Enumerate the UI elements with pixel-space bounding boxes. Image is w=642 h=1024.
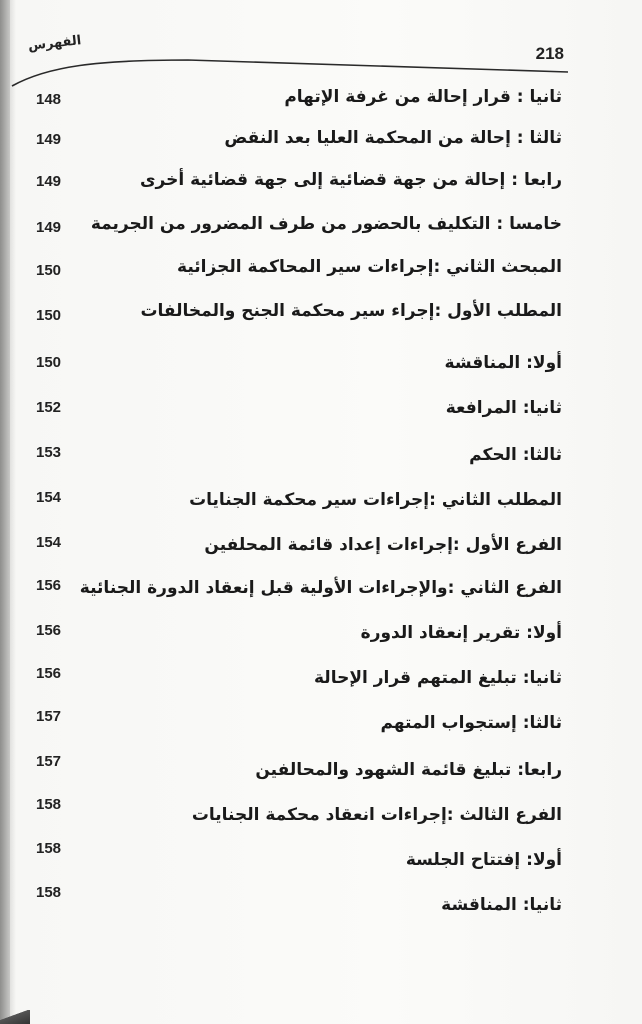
toc-entry-title: رابعا : إحالة من جهة قضائية إلى جهة قضائية أخرى	[139, 170, 562, 190]
toc-entry-page: 157	[36, 753, 62, 770]
toc-entry-page: 152	[36, 399, 62, 416]
toc-entry	[0, 708, 642, 742]
toc-entry-title: رابعا: تبليغ قائمة الشهود والمحالفين	[255, 760, 562, 780]
toc-entry-title: المطلب الأول :إجراء سير محكمة الجنح والمخالفات	[140, 301, 562, 321]
toc-entry	[0, 209, 642, 243]
toc-entry	[0, 393, 642, 427]
toc-entry	[0, 82, 642, 116]
toc-entry-title: المبحث الثاني :إجراءات سير المحاكمة الجزائية	[177, 257, 562, 277]
page-number: 218	[535, 44, 564, 63]
toc-entry-page: 156	[36, 665, 62, 682]
toc-entry-page: 158	[36, 884, 62, 901]
toc-entry-page: 149	[36, 131, 62, 148]
toc-entry-title: ثالثا: الحكم	[469, 445, 562, 465]
toc-entry-page: 150	[36, 262, 62, 279]
toc-entry-page: 158	[36, 796, 62, 813]
toc-entry-page: 148	[36, 91, 62, 108]
toc-entry-page: 158	[36, 840, 62, 857]
toc-entry-title: أولا: تقرير إنعقاد الدورة	[360, 623, 562, 643]
running-head: الفهرس	[27, 33, 82, 54]
toc-entry	[0, 618, 642, 652]
toc-entry	[0, 530, 642, 564]
toc-entry-page: 157	[36, 708, 62, 725]
toc-entry-page: 156	[36, 577, 62, 594]
toc-entry	[0, 884, 642, 924]
toc-entry-page: 156	[36, 622, 62, 639]
toc-entry-title: ثالثا: إستجواب المتهم	[380, 713, 562, 733]
toc-entry-title: أولا: المناقشة	[444, 353, 562, 373]
toc-entry-page: 150	[36, 354, 62, 371]
toc-entry	[0, 440, 642, 474]
toc-entry	[0, 663, 642, 697]
toc-entry-page: 154	[36, 534, 62, 551]
toc-entry-title: الفرع الثاني :والإجراءات الأولية قبل إنعقاد الدورة الجنائية	[79, 578, 562, 598]
toc-entry	[0, 796, 642, 834]
toc-entry	[0, 485, 642, 519]
toc-entry-title: أولا: إفتتاح الجلسة	[405, 850, 562, 870]
toc-entry-page: 149	[36, 219, 62, 236]
toc-entry-title: ثانيا: تبليغ المتهم قرار الإحالة	[314, 668, 562, 688]
toc-entry-title: ثانيا: المناقشة	[441, 895, 562, 915]
toc-entry-title: المطلب الثاني :إجراءات سير محكمة الجنايات	[189, 490, 562, 510]
toc-entry	[0, 165, 642, 199]
toc-entry-title: ثالثا : إحالة من المحكمة العليا بعد النقض	[224, 128, 562, 148]
toc-entry-title: ثانيا : قرار إحالة من غرفة الإتهام	[284, 87, 562, 107]
toc-entry	[0, 296, 642, 330]
toc-entry	[0, 252, 642, 286]
toc-entry-page: 154	[36, 489, 62, 506]
toc-entry-title: الفرع الأول :إجراءات إعداد قائمة المحلفين	[204, 535, 562, 555]
toc-entry-page: 150	[36, 307, 62, 324]
toc-entry	[0, 348, 642, 382]
toc-entry-title: الفرع الثالث :إجراءات انعقاد محكمة الجنايات	[191, 805, 562, 825]
toc-entry	[0, 123, 642, 157]
toc-entry-page: 149	[36, 173, 62, 190]
toc-entry	[0, 840, 642, 879]
toc-entry-title: ثانيا: المرافعة	[445, 398, 562, 418]
toc-entry-page: 153	[36, 444, 62, 461]
toc-entry-title: خامسا : التكليف بالحضور من طرف المضرور من الجريمة	[90, 214, 562, 234]
toc-entry	[0, 573, 642, 607]
toc-entry	[0, 755, 642, 789]
